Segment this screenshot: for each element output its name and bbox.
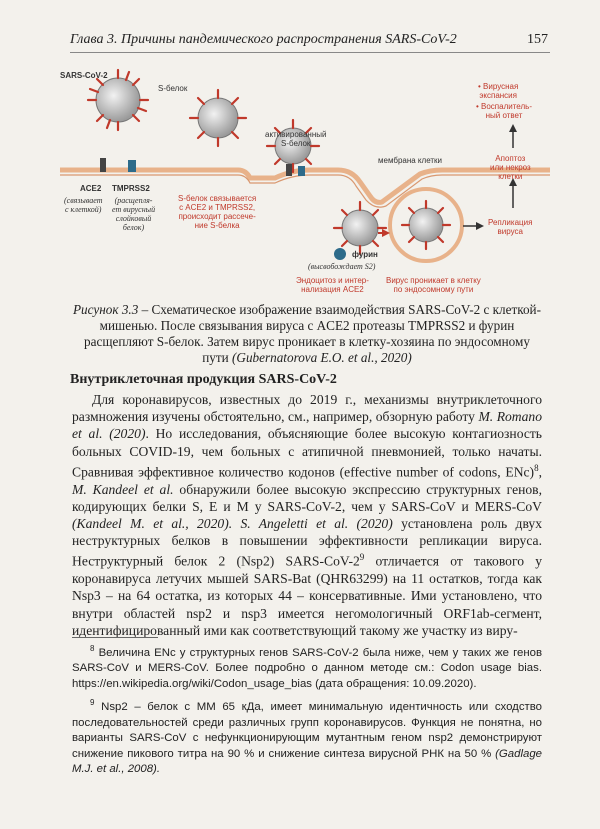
arrowhead-up-2 [509, 124, 517, 132]
label-virus-enters: Вирус проникает в клетку по эндосомному пути [386, 276, 481, 294]
label-ace2-note: (связывает с клеткой) [64, 196, 103, 214]
label-apoptosis: Апоптоз или некроз клетки [490, 154, 531, 181]
section-title: Внутриклеточная продукция SARS-CoV-2 [70, 372, 337, 387]
arrowhead-right [476, 222, 484, 230]
virus-particle-5 [402, 201, 450, 249]
footnote [72, 695, 542, 777]
label-replication: Репликация вируса [488, 218, 533, 236]
virus-particle-4 [334, 202, 386, 254]
body-text [72, 391, 542, 639]
furin-shape [334, 248, 346, 260]
footnote-ref: 9 [359, 552, 365, 563]
footnote-text: Величина ENc у структурных генов SARS-CoV-2 была ниже, чем у таких же генов SARS-CoV и MERS-CoV. Более подробно о данном методе см.: Codon usage bias. https://en.wikipedia.org/wiki/Codon_usage_bias (дата обращения: 10.09.2020). [72, 646, 542, 690]
text-run: обнаружили более высокую экспрессию структурных генов, кодирующих белки S, E и M у SARS-CoV-2, чем у SARS-CoV и MERS-CoV [72, 481, 542, 514]
label-furin: фурин [352, 250, 378, 259]
footnote-number: 9 [90, 698, 95, 708]
footnotes [72, 641, 542, 781]
caption-prefix: Рисунок 3.3 [72, 302, 139, 317]
ace2-receptor [100, 158, 106, 172]
footnote-citation: (Gadlage M.J. et al., 2008). [72, 747, 542, 776]
footnote [72, 641, 542, 692]
text-run: (Kandeel M. et al., 2020). S. Angeletti et al. (2020) [72, 515, 393, 531]
text-run: . Но исследования, объясняющие более высокую контагиозность больных COVID-19, чем больных с атипичной пневмонией, только начаты. Сравнивая эффективное количество кодонов (effective number of codons, ENc) [72, 426, 543, 480]
footnote-number: 8 [90, 644, 95, 653]
label-membrane: мембрана клетки [378, 156, 443, 165]
label-viral-expansion: • Вирусная экспансия [478, 82, 519, 100]
caption-citation: (Gubernatorova E.O. et al., 2020) [232, 350, 412, 365]
label-sars-cov-2: SARS-CoV-2 [60, 71, 108, 80]
text-run: M. Kandeel et al. [72, 481, 174, 497]
label-activated-s: активированный S-белок [265, 130, 327, 148]
running-header [70, 32, 550, 53]
figure-3-3 [60, 58, 550, 300]
chapter-title: Глава 3. Причины пандемического распространения SARS-CoV-2 [70, 32, 457, 47]
tmprss2-receptor [128, 160, 136, 172]
paragraph [72, 391, 542, 639]
label-furin-note: (высвобождает S2) [308, 262, 376, 271]
page-number: 157 [527, 32, 548, 47]
footnote-text: Nsp2 – белок с ММ 65 кДа, имеет минимальную идентичность или сходство последовательностей среди различных групп коронавирусов. Функция не понятна, но варианты SARS-CoV с нефункционирующим мутантным геном nsp2 демонстрируют снижение пикового титра на 90 % и снижение синтеза вирусной РНК на 50 % [72, 701, 542, 760]
label-inflammatory: • Воспалитель- ный ответ [476, 102, 532, 120]
sars-cov-2-entry-diagram [60, 58, 550, 300]
text-run: отличается от такового у коронавируса летучих мышей SARS-Bat (QHR63299) на 11 остатков, тогда как Nsp3 – на 64 остатка, из которых 44 – консервативные. Ими установлено, что внутри областей nsp2 и nsp3 имеется негомологичный ORF1ab-сегмент, идентифицированный ими как соответствующий такому же участку из виру- [72, 553, 542, 638]
virus-particle-2 [190, 90, 246, 146]
footnote-rule [72, 637, 158, 638]
text-run: Для коронавирусов, известных до 2019 г., механизмы внутриклеточного размножения изучены обстоятельно, см., например, обзорную работу [72, 392, 542, 425]
footnote-ref: 8 [534, 462, 539, 473]
label-endocytosis: Эндоцитоз и интер- нализация ACE2 [296, 276, 369, 294]
text-run: установлена роль двух неструктурных белков в повышении эффективности репликации вируса. Неструктурный белок 2 (Nsp2) SARS-CoV-2 [72, 515, 542, 569]
text-run: M. Romano et al. (2020) [72, 409, 543, 442]
label-tmprss2: TMPRSS2 [112, 184, 150, 193]
text-run: , [538, 464, 542, 480]
caption-text: – Схематическое изображение взаимодействия SARS-CoV-2 с клеткой-мишенью. После связывания вируса с ACE2 протеазы TMPRSS2 и фурин расщепляют S-белок. Затем вирус проникает в клетку-хозяина по эндосомному пути [84, 302, 542, 365]
ace2-receptor-bound [286, 164, 292, 176]
tmprss2-receptor-bound [298, 166, 305, 176]
label-s-protein: S-белок [158, 84, 188, 93]
label-ace2: ACE2 [80, 184, 102, 193]
label-tmprss2-note: (расщепля- ет вирусный слойковый белок) [112, 196, 156, 232]
label-s-binding: S-белок связывается с ACE2 и TMPRSS2, происходит рассече- ние S-белка [178, 194, 257, 230]
figure-caption [72, 302, 542, 366]
